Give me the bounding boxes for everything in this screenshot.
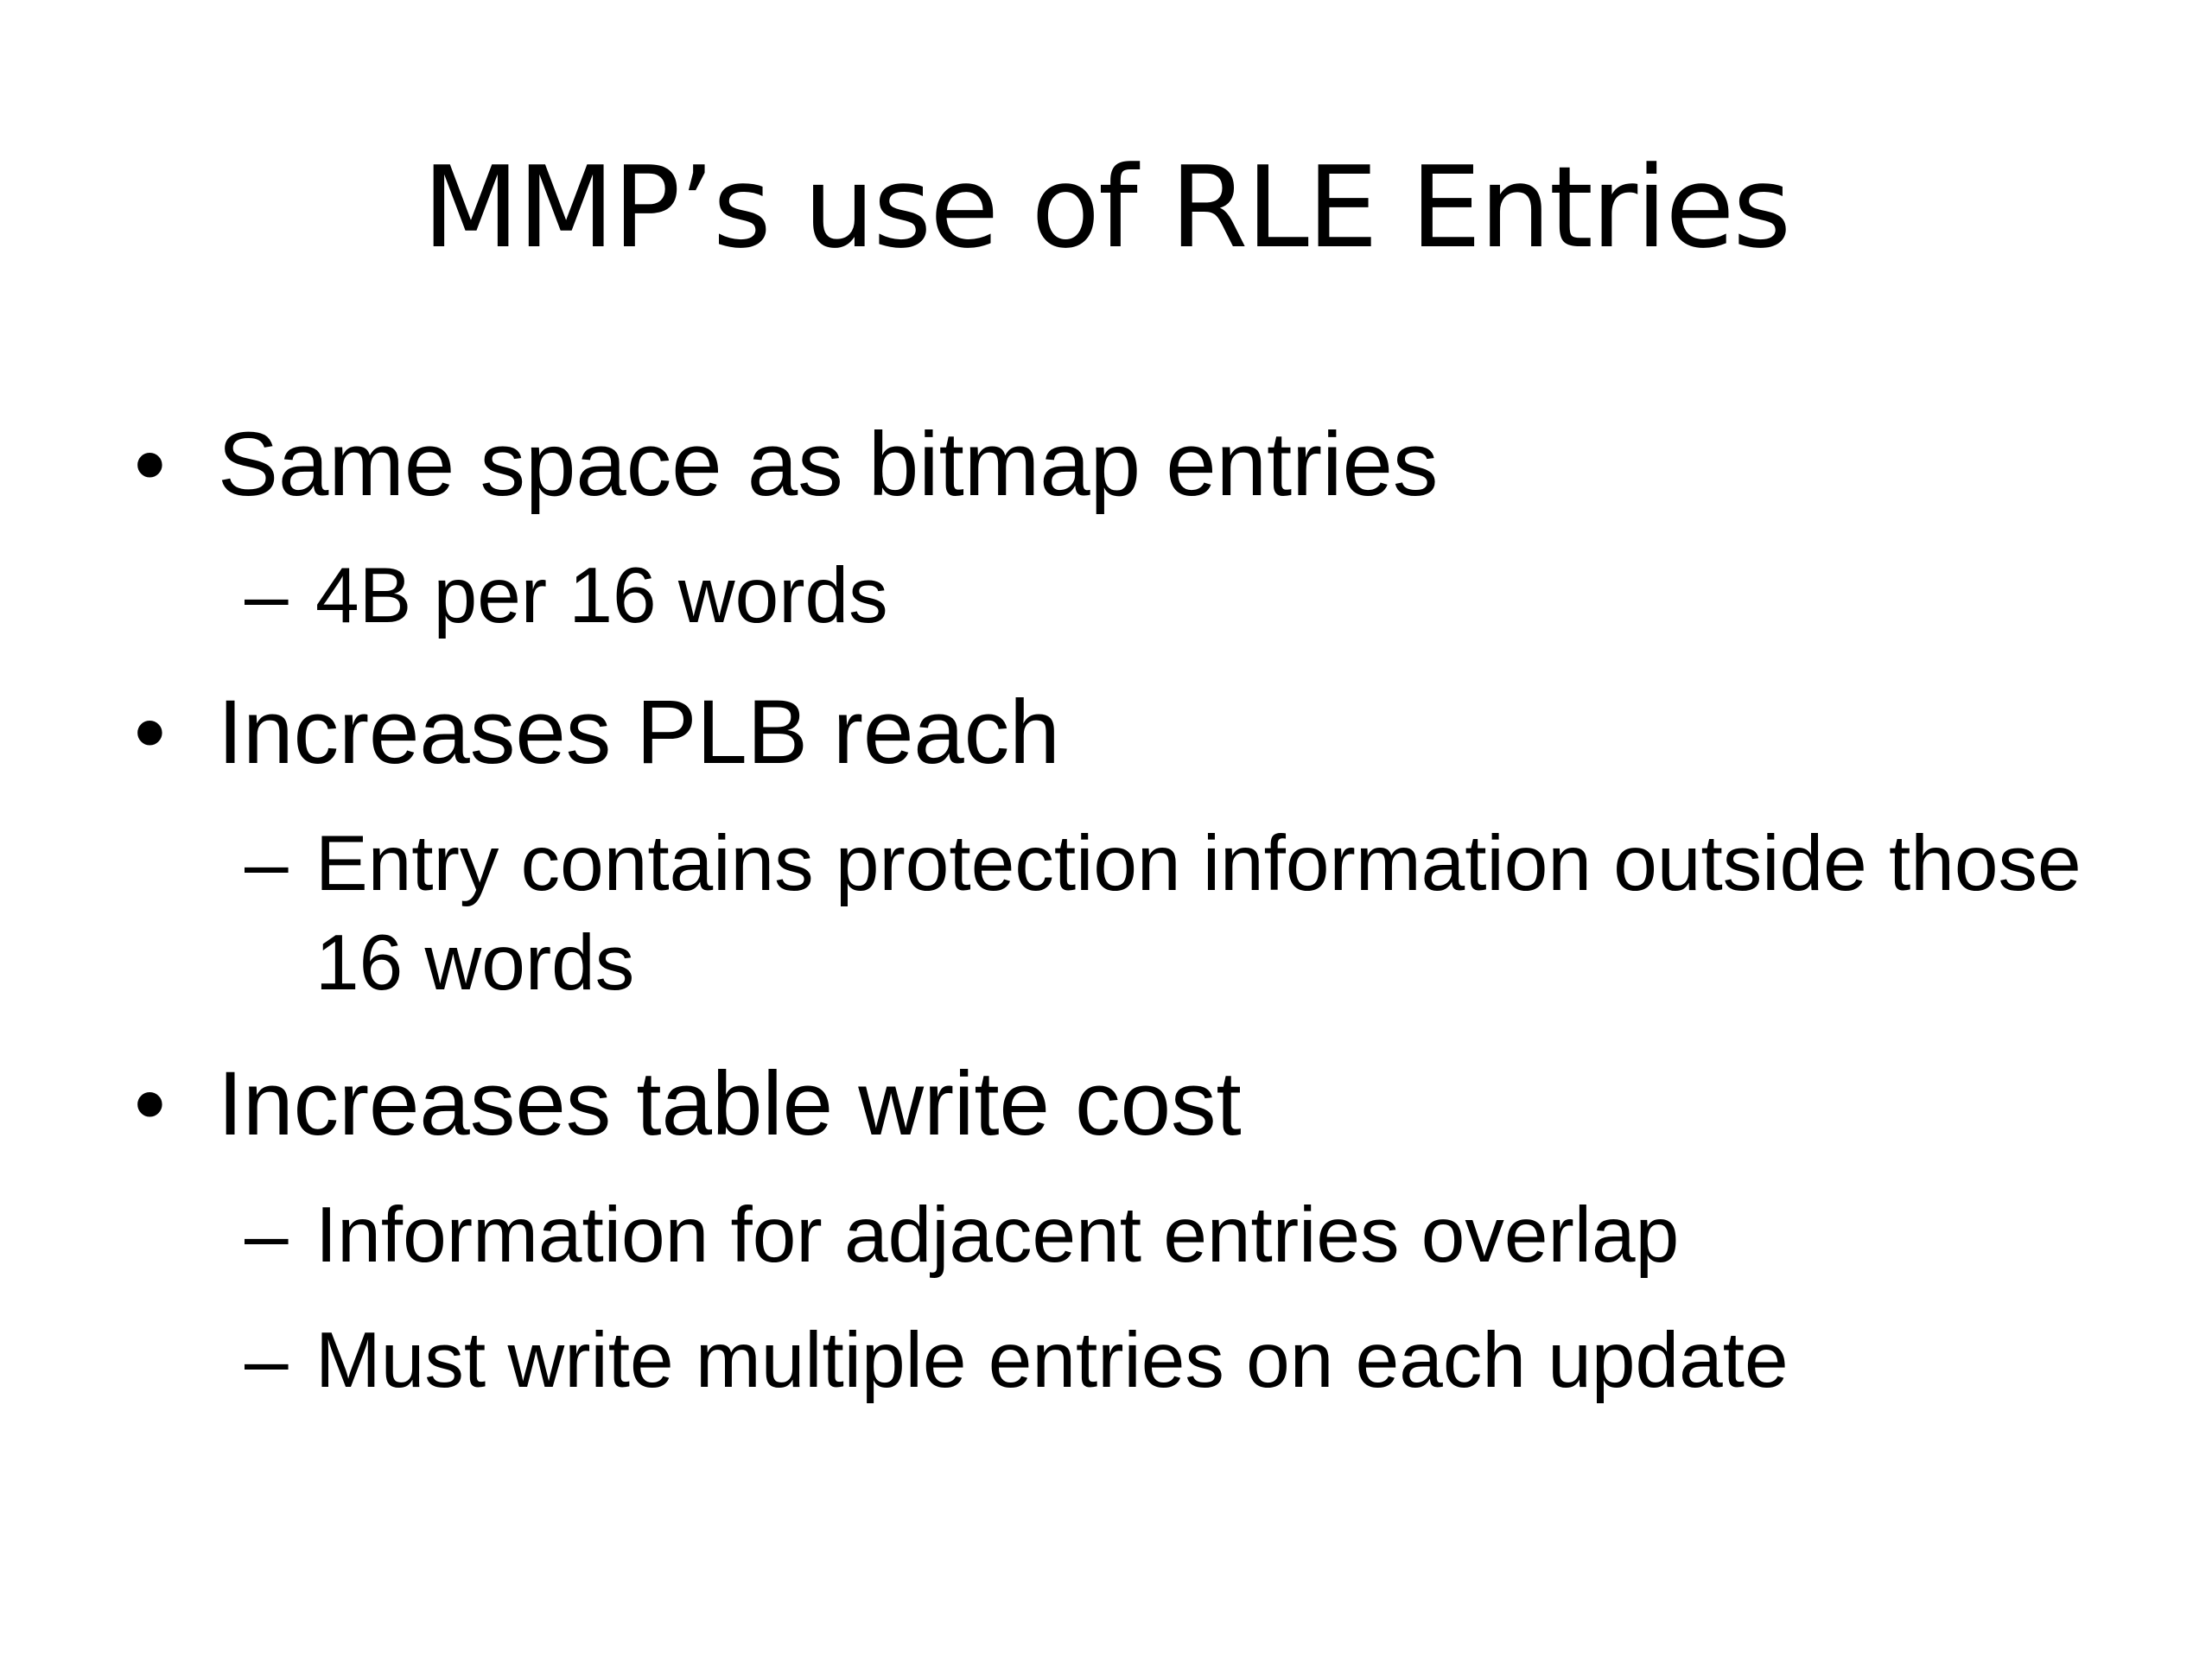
bullet-marker: • [134,682,166,783]
bullet-marker: • [134,1053,166,1154]
slide-title: MMP’s use of RLE Entries [422,142,1790,273]
sub-item-3-2: Must write multiple entries on each update [315,1317,1789,1404]
bullet-marker: • [134,414,166,515]
sub-bullet-marker: – [245,552,289,639]
sub-item-2-1: Entry contains protection information outside those 16 words [315,820,2082,1007]
bullet-item-2: Increases PLB reach [218,682,1060,783]
sub-item-3-1: Information for adjacent entries overlap [315,1192,1680,1279]
sub-item-1-1: 4B per 16 words [315,552,888,639]
bullet-item-1: Same space as bitmap entries [218,414,1439,515]
bullet-item-3: Increases table write cost [218,1053,1242,1154]
sub-bullet-marker: – [245,820,289,907]
sub-bullet-marker: – [245,1317,289,1404]
sub-bullet-marker: – [245,1192,289,1279]
